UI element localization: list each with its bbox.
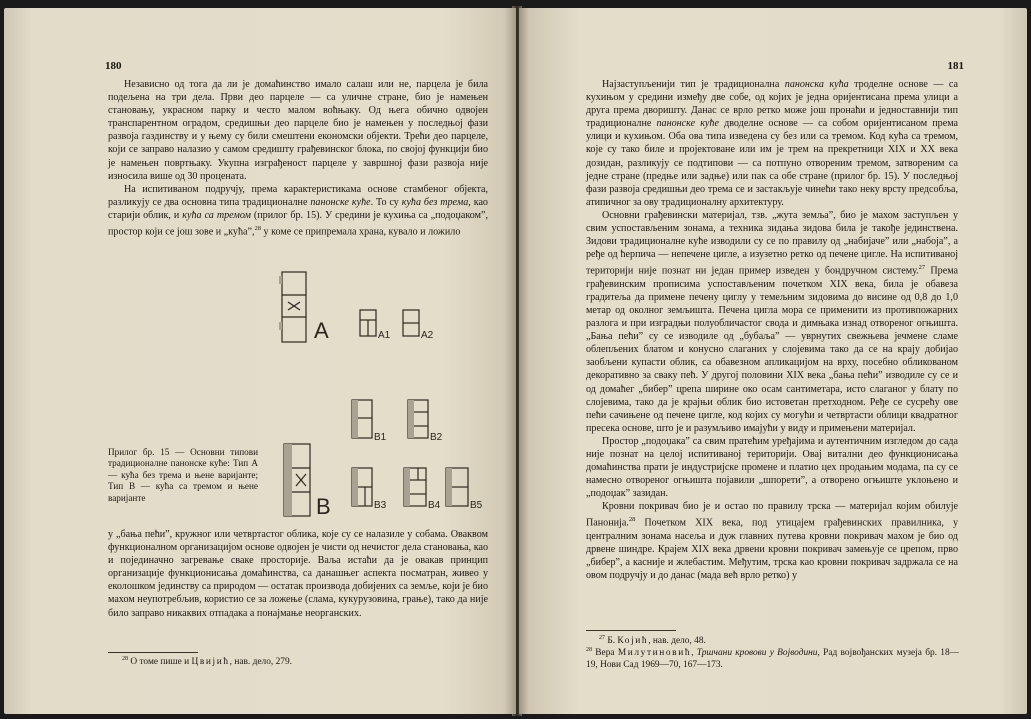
left-p2-text-a: На испитиваном подручју, према карактеристикама основе стамбеног објекта, разликују се два основна типа традиционалне [108,183,488,208]
left-footnote [122,654,482,669]
left-p2-italic-2: кућа без трема [401,196,469,208]
right-paragraph-3: Простор „подоџака” са свим пратећим уређајима и аутентичним изгледом до сада није познат на целој испитиваној територији. Овај витални део функционисања домаћинства прати је индустријске промене и платио цех продањим модама, па су се намесно отвореног огњишта појавили „шпорети”, а отворено огњиште уклоњено и „подоџак” зазидан. [586,435,958,500]
right-paragraph-2 [586,209,958,435]
right-p4-text-b: Почетком XIX века, под утицајем грађевинских правилника, у централним зонама насеља и дуж главних путева кровни покривач махом је био од дрвене шиндре. Крајем XIX века дрвени кровни покривач замењује се црепом, прво „бибер”, а касније и жлебастим. Међутим, трска као кровни покривач задржала се на овом подручју и до данас (мада већ врло ретко) у [586,517,958,582]
left-p2-footnote-ref: 28 [254,225,261,233]
plan-label-a1: A1 [378,330,391,341]
right-p2-footnote-ref: 27 [918,264,926,272]
right-p1-italic-2: панонске куће [656,118,719,130]
plan-label-b2: B2 [430,432,443,443]
plan-label-b5: B5 [470,500,483,511]
right-paragraph-4 [586,500,958,582]
left-p2-italic-1: панонске куће [310,196,371,208]
page-number-left: 180 [105,60,122,72]
right-p1-text-a: Најзаступљенији тип је традиционална [602,79,785,90]
plan-label-b: B [316,494,331,519]
left-paragraph-2 [108,183,488,239]
left-p2-text-b: . То су [370,196,402,208]
left-page [4,8,516,714]
right-footnote-1-author: Којић [617,636,649,647]
left-footnote-rule [108,652,198,653]
left-p2-text-c: , као старији облик, и [108,196,488,221]
right-page [519,8,1027,714]
plan-label-b3: B3 [374,500,387,511]
plan-type-b1 [352,400,372,438]
plan-type-b3 [352,468,372,506]
right-p4-footnote-ref: 28 [628,516,636,524]
plan-type-b [284,444,310,516]
plan-type-b2 [408,400,428,438]
right-p1-text-c: дводелне основе — са собом оријентисаном према улици и кухињом. Оба ова типа изведена су без или са тремом. Код кућа са тремом, које су тако биле и пројектоване или им је трем на прекретници XIX и XX века дозидан, разликују се подтипови — са потпуно отвореним тремом, затвореним са једне стране (предње или задње) или пак са обе стране (прилог бр. 15). У последњој фази развоја средишњи део трема се и застакљује чинећи тако неку врсту предсобља, атипичног за ову традиционалну архитектуру. [586,118,958,208]
plan-type-a [279,272,306,342]
left-p2-text-e: у коме се припремала храна, кувало и ложило [260,226,461,238]
right-footnote-2-title: Тршчани кровови у Војводини [696,648,818,659]
right-text [586,78,958,582]
figure-caption: Прилог бр. 15 — Основни типови традиционалне панонске куће: Тип А — кућа без трема и њене варијанте; Тип В — кућа са тремом и њене варијанте [108,447,258,503]
right-footnote-rule [586,630,676,631]
left-footnote-text-b: , нав. дело, 279. [229,657,292,668]
right-footnote-2-text-c: , Рад војвођанских музеја бр. 18—19, Нови Сад 1969—70, 167—173. [586,648,960,670]
plan-type-a2 [403,310,419,336]
left-paragraph-1: Независно од тога да ли је домаћинство имало салаш или не, парцела је била подељена на три дела. Први део парцеле — са уличне стране, био је намењен становању, украсном парку и често малом воћњаку. Од њега обично одвојен транспарентном оградом, средишњи део парцеле био је намењен у последњој фази развоја газдинству и у њему су били смештени економски објекти. Трећи део парцеле, који се заправо налазио у самом средишту грађевинског блока, по својој функцији био је намењен повртњаку. Укупна изграђеност парцеле у завршној фази развоја није износила више од 30 процената. [108,79,488,182]
left-p2-italic-3: кућа са тремом [182,209,251,221]
right-footnote-2-text-b: , [691,648,697,659]
right-paragraph-1 [586,78,958,209]
page-number-right: 181 [947,60,964,72]
right-footnote-1-number: 27 [599,635,605,641]
left-text-top [108,78,488,238]
left-footnote-number: 28 [122,656,128,662]
right-footnote-2-text-a: Вера [592,648,618,659]
right-footnote-1-text-a: Б. [605,636,618,647]
right-p2-text-a: Основни грађевински материјал, тзв. „жута земља”, био је махом заступљен у свим успостављеним зонама, а техника зидања зидова била је такође јединствена. Зидови традиционалне куће изводили су се по правилу од „набијаче” или „набоја”, а ређе од ћерпича — непечене цигле, а изузетно ретко од печене цигле. На испитиваној територији није познат ни један пример изведен у бондручном систему. [586,209,958,277]
plan-type-b4 [404,468,426,506]
left-footnote-author: Цвијић [191,657,230,668]
right-footnote-2 [586,645,959,671]
left-paragraph-3: у „бања пећи”, кружног или четвртастог облика, које су се налазиле у собама. Оваквом функционалном организацијом основе одвојен је чисти од нечистог дела становања, као и појединачно загревање сваке просторије. Ваља истаћи да је овакав принцип организације функционисања домаћинства, са данашњег аспекта посматран, живео у еколошком јединству са природом — остатак производа добијених са земље, који је био махом неупотребљив, користио се за ложење (слама, кукурузовина, грање), тако да није било заправо никаквих отпадака а понајмање неорганских. [108,529,488,619]
plan-type-a1 [360,310,376,336]
right-p1-italic-1: панонска кућа [784,79,849,90]
plan-label-a2: A2 [421,330,434,341]
right-p4-text-a: Кровни покривач био је и остао по правилу трска — материјал којим обилује Панонија. [586,501,958,529]
right-footnote-1-text-b: , нав. дело, 48. [648,636,706,647]
plan-type-b5 [446,468,468,506]
right-footnote-2-author: Милутиновић [617,648,692,659]
left-footnote-text-a: О томе пише и [128,657,192,668]
left-p2-text-d: (прилог бр. 15). У средини је кухиња са „подоџаком”, простор који се још зове и „кућа”, [108,209,489,238]
plan-label-a: A [314,318,329,343]
plan-label-b1: B1 [374,432,387,443]
right-p2-text-b: Према грађевинским прописима успостављеним почетком XIX века, била је обавеза градитеља да примене печену циглу у темељним зидовима до висине од 0,8 до 1,0 метар од околног земљишта. Печена цигла мора се применити из противпожарних разлога и при изградњи полуобличастог свода и димњака изнад отвореног огњишта. „Бања пећи” су се изводиле од „бубаља” — уврнутих свежњева јечмене сламе облепљених блатом и конусно слаганих у слојевима тако да се на крају добијао заобљени купасти облик, са обавезном апликацијом на врху, посебно обликованом декоративно за сваку пећ. У другој половини XIX века „бања пећи” изводиле су се и од домаћег „бибер” црепа ширине око осам сантиметара, исто слаганог у блату по слојевима, тако да је крајњи облик био истоветан претходном. Ређе се сусрећу ове пећи сачињене од печене цигле, код којих су могући и четвртасти облици квадратног пресека основе, што је и разумљиво имајући у виду и примењени материјал. [586,265,959,434]
plan-label-b4: B4 [428,500,441,511]
right-footnote-2-number: 28 [586,647,592,653]
left-text-bottom [108,528,488,620]
right-p1-text-b: троделне основе — са кухињом у средини између две собе, од којих је једна оријентисана према улици а друга према дворишту. Данас се врло ретко може још пронаћи и једноставнији тип традиционалне [586,79,958,130]
